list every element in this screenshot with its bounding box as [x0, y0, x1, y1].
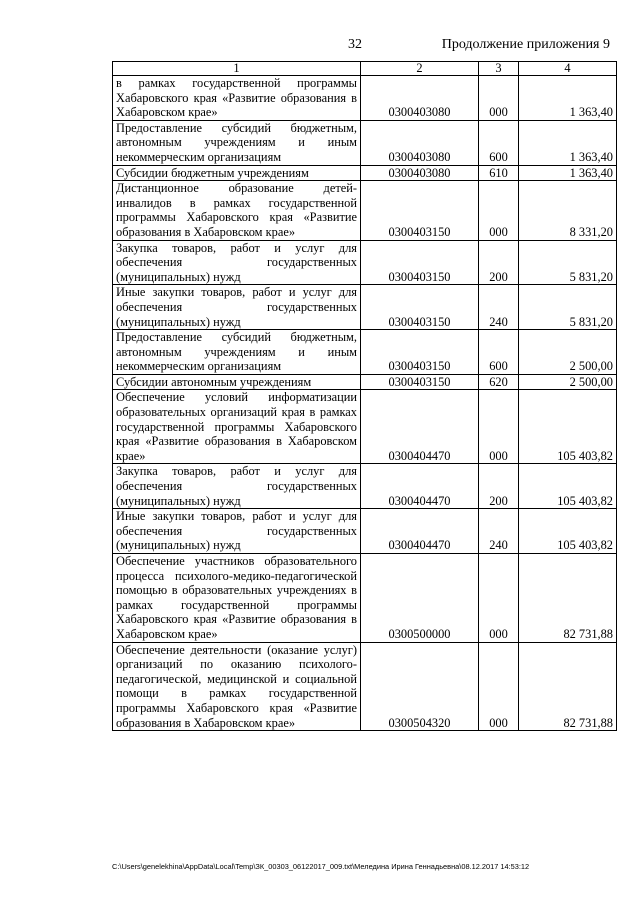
row-code: 0300403150 — [361, 181, 479, 240]
column-header-2: 2 — [361, 62, 479, 76]
row-name: в рамках государственной программы Хабаровского края «Развитие образования в Хабаровском крае» — [113, 76, 361, 121]
row-type: 000 — [479, 554, 519, 643]
column-header-1: 1 — [113, 62, 361, 76]
row-name: Субсидии бюджетным учреждениям — [113, 165, 361, 181]
table-row — [113, 642, 617, 731]
row-code: 0300403080 — [361, 165, 479, 181]
table-row — [113, 120, 617, 165]
row-sum: 1 363,40 — [519, 76, 617, 121]
row-sum: 2 500,00 — [519, 374, 617, 390]
table-row — [113, 464, 617, 509]
row-type: 000 — [479, 181, 519, 240]
row-name: Дистанционное образование детей-инвалидов в рамках государственной программы Хабаровского края «Развитие образования в Хабаровском крае» — [113, 181, 361, 240]
row-type: 240 — [479, 509, 519, 554]
row-code: 0300403150 — [361, 240, 479, 285]
row-type: 200 — [479, 240, 519, 285]
row-name: Закупка товаров, работ и услуг для обеспечения государственных (муниципальных) нужд — [113, 240, 361, 285]
row-code: 0300504320 — [361, 642, 479, 731]
row-sum: 1 363,40 — [519, 120, 617, 165]
row-code: 0300403080 — [361, 120, 479, 165]
budget-table — [112, 61, 617, 731]
row-sum: 82 731,88 — [519, 554, 617, 643]
row-type: 600 — [479, 330, 519, 375]
row-name: Предоставление субсидий бюджетным, автономным учреждениям и иным некоммерческим организациям — [113, 330, 361, 375]
table-row — [113, 330, 617, 375]
row-code: 0300404470 — [361, 464, 479, 509]
row-code: 0300404470 — [361, 509, 479, 554]
row-name: Иные закупки товаров, работ и услуг для обеспечения государственных (муниципальных) нужд — [113, 509, 361, 554]
page-number: 32 — [348, 37, 362, 52]
row-sum: 105 403,82 — [519, 390, 617, 464]
row-code: 0300403150 — [361, 330, 479, 375]
table-row — [113, 76, 617, 121]
row-sum: 2 500,00 — [519, 330, 617, 375]
row-sum: 105 403,82 — [519, 509, 617, 554]
table-row — [113, 285, 617, 330]
row-type: 000 — [479, 76, 519, 121]
continuation-caption: Продолжение приложения 9 — [441, 37, 610, 52]
row-code: 0300403080 — [361, 76, 479, 121]
row-sum: 5 831,20 — [519, 285, 617, 330]
row-name: Обеспечение условий информатизации образовательных организаций края в рамках государственной программы Хабаровского края «Развитие образования в Хабаровском крае» — [113, 390, 361, 464]
row-name: Предоставление субсидий бюджетным, автономным учреждениям и иным некоммерческим организациям — [113, 120, 361, 165]
row-type: 000 — [479, 642, 519, 731]
table-row — [113, 181, 617, 240]
row-name: Иные закупки товаров, работ и услуг для обеспечения государственных (муниципальных) нужд — [113, 285, 361, 330]
row-name: Закупка товаров, работ и услуг для обеспечения государственных (муниципальных) нужд — [113, 464, 361, 509]
column-header-4: 4 — [519, 62, 617, 76]
row-code: 0300403150 — [361, 374, 479, 390]
row-name: Субсидии автономным учреждениям — [113, 374, 361, 390]
row-sum: 1 363,40 — [519, 165, 617, 181]
table-row — [113, 165, 617, 181]
row-sum: 8 331,20 — [519, 181, 617, 240]
file-path-footer: C:\Users\genelekhina\AppData\Local\Temp\ЗК_00303_06122017_009.txt\Меледина Ирина Геннадьевна\08.12.2017 14:53:12 — [112, 862, 530, 871]
row-type: 240 — [479, 285, 519, 330]
row-type: 200 — [479, 464, 519, 509]
row-type: 620 — [479, 374, 519, 390]
table-header-row — [113, 62, 617, 76]
table-row — [113, 240, 617, 285]
table-row — [113, 554, 617, 643]
row-sum: 82 731,88 — [519, 642, 617, 731]
table-row — [113, 390, 617, 464]
row-code: 0300403150 — [361, 285, 479, 330]
row-type: 600 — [479, 120, 519, 165]
row-type: 610 — [479, 165, 519, 181]
row-code: 0300500000 — [361, 554, 479, 643]
row-sum: 105 403,82 — [519, 464, 617, 509]
table-row — [113, 374, 617, 390]
column-header-3: 3 — [479, 62, 519, 76]
row-code: 0300404470 — [361, 390, 479, 464]
table-row — [113, 509, 617, 554]
row-sum: 5 831,20 — [519, 240, 617, 285]
row-name: Обеспечение деятельности (оказание услуг) организаций по оказанию психолого-педагогической, медицинской и социальной помощи в рамках государственной программы Хабаровского края «Развитие образования в Хабаровском крае» — [113, 642, 361, 731]
row-type: 000 — [479, 390, 519, 464]
row-name: Обеспечение участников образовательного процесса психолого-медико-педагогической помощью в образовательных учреждениях в рамках государственной программы Хабаровского края «Развитие образования в Хабаровском крае» — [113, 554, 361, 643]
